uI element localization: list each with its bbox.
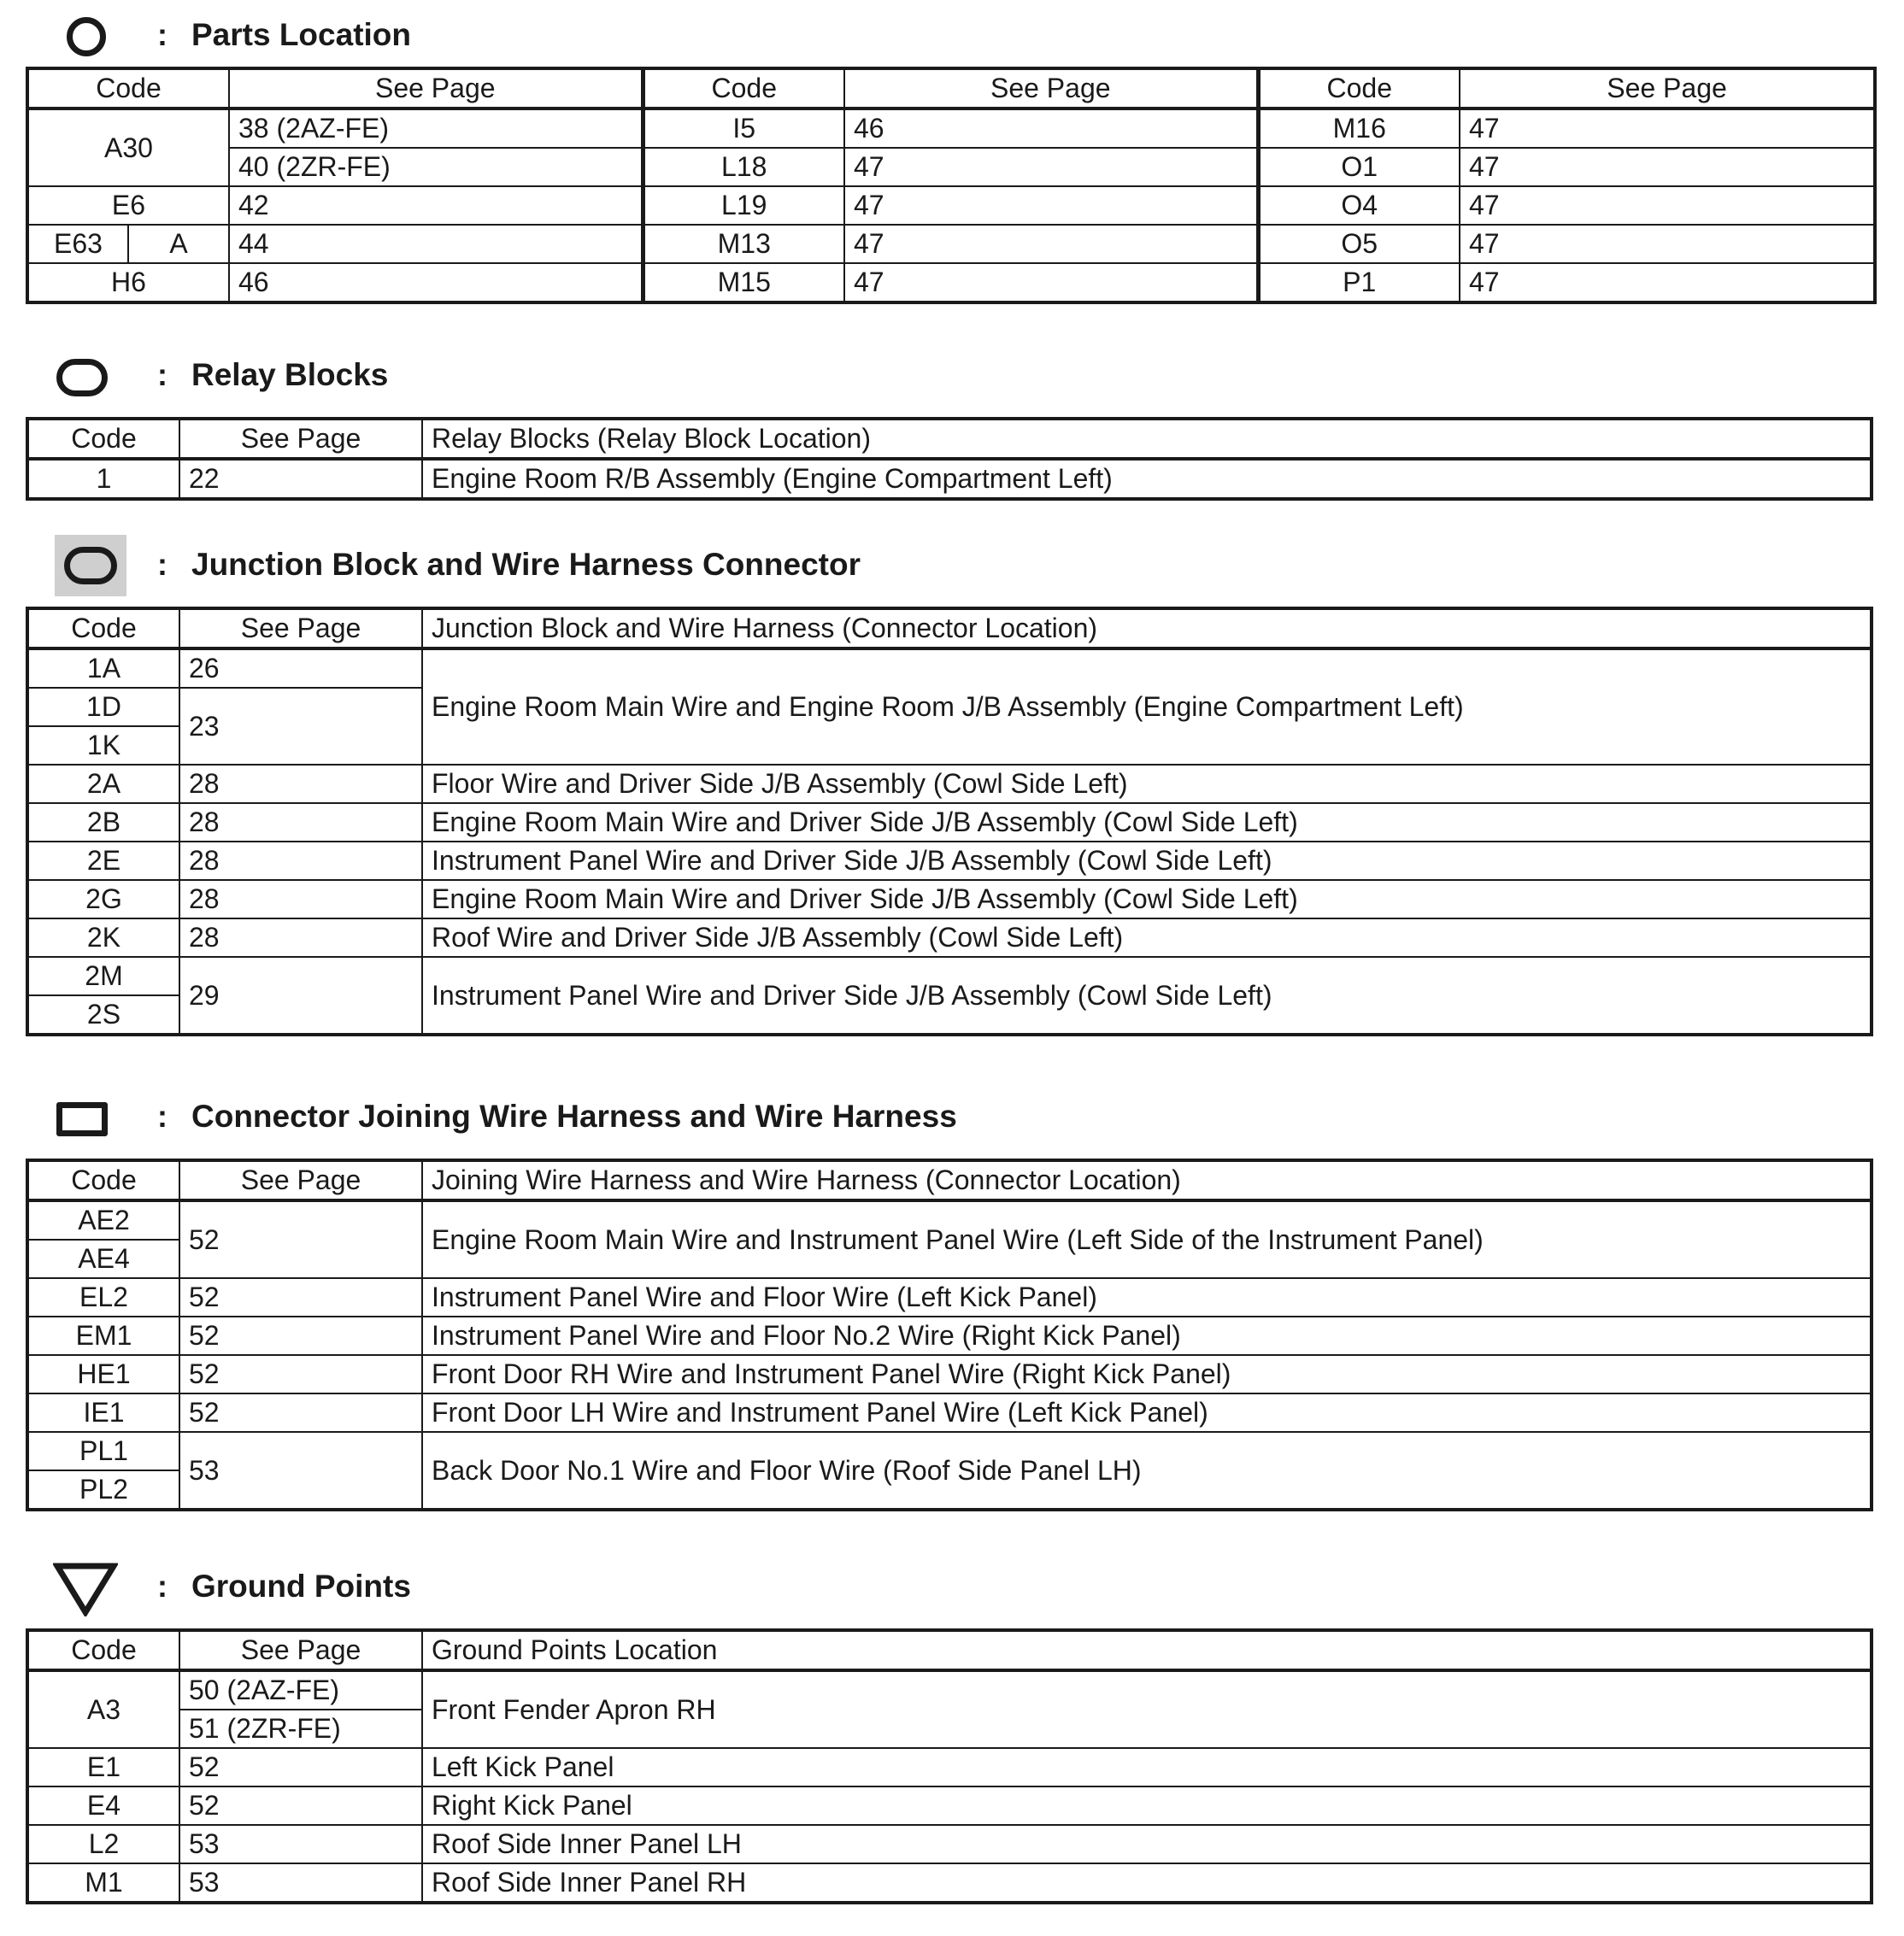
location-cell: Instrument Panel Wire and Driver Side J/B Assembly (Cowl Side Left) bbox=[422, 842, 1872, 880]
location-cell: Left Kick Panel bbox=[422, 1748, 1872, 1786]
page-cell: 52 bbox=[179, 1748, 422, 1786]
table-row bbox=[27, 842, 1872, 880]
code-cell: E63 bbox=[27, 225, 128, 263]
page-cell: 52 bbox=[179, 1278, 422, 1317]
page-cell: 47 bbox=[1460, 109, 1875, 148]
table-row bbox=[27, 765, 1872, 803]
table-row bbox=[27, 263, 1875, 302]
heading-colon: : bbox=[157, 17, 167, 52]
page-cell: 47 bbox=[1460, 263, 1875, 302]
location-cell: Instrument Panel Wire and Driver Side J/B Assembly (Cowl Side Left) bbox=[422, 957, 1872, 1035]
table-row bbox=[27, 918, 1872, 957]
code-cell: 2B bbox=[27, 803, 179, 842]
table-row bbox=[27, 1825, 1872, 1863]
connector-joining-table bbox=[26, 1159, 1873, 1511]
code-cell: PL1 bbox=[27, 1432, 179, 1470]
page-cell: 38 (2AZ-FE) bbox=[229, 109, 643, 148]
ground-points-table bbox=[26, 1628, 1873, 1904]
table-header-row bbox=[27, 68, 1875, 109]
header-code: Code bbox=[27, 419, 179, 459]
code-cell: 2E bbox=[27, 842, 179, 880]
page-cell: 52 bbox=[179, 1355, 422, 1393]
table-row bbox=[27, 1393, 1872, 1432]
relay-blocks-table bbox=[26, 417, 1873, 501]
code-cell: O5 bbox=[1258, 225, 1460, 263]
location-cell: Engine Room Main Wire and Instrument Panel Wire (Left Side of the Instrument Panel) bbox=[422, 1200, 1872, 1278]
page-cell: 52 bbox=[179, 1200, 422, 1278]
location-cell: Front Fender Apron RH bbox=[422, 1670, 1872, 1748]
table-header-row bbox=[27, 608, 1872, 648]
location-cell: Engine Room R/B Assembly (Engine Compartment Left) bbox=[422, 459, 1872, 499]
table-row bbox=[27, 1317, 1872, 1355]
page-cell: 52 bbox=[179, 1393, 422, 1432]
code-cell: 1K bbox=[27, 726, 179, 765]
page-cell: 26 bbox=[179, 648, 422, 688]
page-cell: 42 bbox=[229, 186, 643, 225]
location-cell: Engine Room Main Wire and Engine Room J/B Assembly (Engine Compartment Left) bbox=[422, 648, 1872, 765]
ground-points-heading bbox=[0, 1553, 1904, 1622]
location-cell: Floor Wire and Driver Side J/B Assembly (Cowl Side Left) bbox=[422, 765, 1872, 803]
page-cell: 47 bbox=[844, 263, 1258, 302]
location-cell: Roof Side Inner Panel LH bbox=[422, 1825, 1872, 1863]
page-cell: 47 bbox=[844, 186, 1258, 225]
table-header-row bbox=[27, 1160, 1872, 1200]
code-cell: IE1 bbox=[27, 1393, 179, 1432]
junction-block-heading bbox=[0, 531, 1904, 600]
code-cell: 2S bbox=[27, 995, 179, 1035]
page-cell: 28 bbox=[179, 803, 422, 842]
table-row bbox=[27, 225, 1875, 263]
code-cell: AE2 bbox=[27, 1200, 179, 1240]
sub-code-cell: A bbox=[128, 225, 229, 263]
code-cell: AE4 bbox=[27, 1240, 179, 1278]
code-cell: E1 bbox=[27, 1748, 179, 1786]
section-title: Junction Block and Wire Harness Connector bbox=[191, 547, 861, 582]
table-row bbox=[27, 186, 1875, 225]
page-cell: 47 bbox=[844, 148, 1258, 186]
table-header-row bbox=[27, 419, 1872, 459]
location-cell: Front Door LH Wire and Instrument Panel Wire (Left Kick Panel) bbox=[422, 1393, 1872, 1432]
header-see-page: See Page bbox=[229, 68, 643, 109]
code-cell: A30 bbox=[27, 109, 229, 186]
header-location: Junction Block and Wire Harness (Connector Location) bbox=[422, 608, 1872, 648]
header-code: Code bbox=[27, 68, 229, 109]
code-cell: L18 bbox=[643, 148, 844, 186]
table-row bbox=[27, 1748, 1872, 1786]
page-cell: 47 bbox=[1460, 225, 1875, 263]
page-cell: 44 bbox=[229, 225, 643, 263]
heading-colon: : bbox=[157, 547, 167, 582]
table-row bbox=[27, 1355, 1872, 1393]
location-cell: Engine Room Main Wire and Driver Side J/B Assembly (Cowl Side Left) bbox=[422, 803, 1872, 842]
code-cell: P1 bbox=[1258, 263, 1460, 302]
table-row bbox=[27, 109, 1875, 148]
table-row bbox=[27, 1786, 1872, 1825]
header-code: Code bbox=[27, 608, 179, 648]
code-cell: HE1 bbox=[27, 1355, 179, 1393]
table-row bbox=[27, 1278, 1872, 1317]
section-title: Connector Joining Wire Harness and Wire Harness bbox=[191, 1099, 957, 1134]
code-cell: I5 bbox=[643, 109, 844, 148]
code-cell: 2A bbox=[27, 765, 179, 803]
page-cell: 28 bbox=[179, 765, 422, 803]
table-row bbox=[27, 957, 1872, 995]
code-cell: PL2 bbox=[27, 1470, 179, 1510]
code-cell: EM1 bbox=[27, 1317, 179, 1355]
table-row bbox=[27, 459, 1872, 499]
rounded-rect-icon bbox=[56, 359, 108, 396]
header-see-page: See Page bbox=[1460, 68, 1875, 109]
header-see-page: See Page bbox=[179, 608, 422, 648]
code-cell: 2K bbox=[27, 918, 179, 957]
header-code: Code bbox=[1258, 68, 1460, 109]
page-cell: 23 bbox=[179, 688, 422, 765]
parts-location-table bbox=[26, 67, 1877, 304]
code-cell: M15 bbox=[643, 263, 844, 302]
header-code: Code bbox=[643, 68, 844, 109]
code-cell: M16 bbox=[1258, 109, 1460, 148]
page-cell: 50 (2AZ-FE) bbox=[179, 1670, 422, 1710]
code-cell: 1 bbox=[27, 459, 179, 499]
code-cell: E6 bbox=[27, 186, 229, 225]
page-cell: 53 bbox=[179, 1863, 422, 1903]
parts-location-heading bbox=[0, 2, 1904, 70]
connector-joining-heading bbox=[0, 1083, 1904, 1152]
code-cell: E4 bbox=[27, 1786, 179, 1825]
table-row bbox=[27, 803, 1872, 842]
page-cell: 40 (2ZR-FE) bbox=[229, 148, 643, 186]
header-see-page: See Page bbox=[179, 419, 422, 459]
page-cell: 22 bbox=[179, 459, 422, 499]
header-location: Ground Points Location bbox=[422, 1630, 1872, 1670]
code-cell: 2G bbox=[27, 880, 179, 918]
rounded-rect-icon bbox=[64, 547, 117, 584]
location-cell: Roof Wire and Driver Side J/B Assembly (Cowl Side Left) bbox=[422, 918, 1872, 957]
code-cell: 1A bbox=[27, 648, 179, 688]
page-cell: 47 bbox=[1460, 148, 1875, 186]
table-row bbox=[27, 148, 1875, 186]
code-cell: L2 bbox=[27, 1825, 179, 1863]
rectangle-icon bbox=[56, 1102, 108, 1136]
page-cell: 46 bbox=[229, 263, 643, 302]
page-cell: 28 bbox=[179, 918, 422, 957]
heading-colon: : bbox=[157, 357, 167, 392]
page-cell: 52 bbox=[179, 1786, 422, 1825]
code-cell: M13 bbox=[643, 225, 844, 263]
table-row bbox=[27, 1670, 1872, 1710]
location-cell: Front Door RH Wire and Instrument Panel Wire (Right Kick Panel) bbox=[422, 1355, 1872, 1393]
code-cell: M1 bbox=[27, 1863, 179, 1903]
page-cell: 29 bbox=[179, 957, 422, 1035]
location-cell: Engine Room Main Wire and Driver Side J/B Assembly (Cowl Side Left) bbox=[422, 880, 1872, 918]
header-location: Relay Blocks (Relay Block Location) bbox=[422, 419, 1872, 459]
code-cell: A3 bbox=[27, 1670, 179, 1748]
page-cell: 28 bbox=[179, 842, 422, 880]
heading-colon: : bbox=[157, 1099, 167, 1134]
location-cell: Right Kick Panel bbox=[422, 1786, 1872, 1825]
table-header-row bbox=[27, 1630, 1872, 1670]
heading-colon: : bbox=[157, 1569, 167, 1604]
table-row bbox=[27, 1432, 1872, 1470]
page-cell: 47 bbox=[844, 225, 1258, 263]
location-cell: Back Door No.1 Wire and Floor Wire (Roof Side Panel LH) bbox=[422, 1432, 1872, 1510]
relay-blocks-heading bbox=[0, 342, 1904, 410]
code-cell: EL2 bbox=[27, 1278, 179, 1317]
table-row bbox=[27, 1200, 1872, 1240]
table-row bbox=[27, 1863, 1872, 1903]
code-cell: H6 bbox=[27, 263, 229, 302]
code-cell: 2M bbox=[27, 957, 179, 995]
code-cell: O1 bbox=[1258, 148, 1460, 186]
location-cell: Roof Side Inner Panel RH bbox=[422, 1863, 1872, 1903]
page-cell: 53 bbox=[179, 1432, 422, 1510]
header-see-page: See Page bbox=[179, 1630, 422, 1670]
section-title: Relay Blocks bbox=[191, 357, 389, 392]
code-cell: L19 bbox=[643, 186, 844, 225]
header-location: Joining Wire Harness and Wire Harness (Connector Location) bbox=[422, 1160, 1872, 1200]
header-see-page: See Page bbox=[844, 68, 1258, 109]
section-title: Parts Location bbox=[191, 17, 411, 52]
table-row bbox=[27, 648, 1872, 688]
header-code: Code bbox=[27, 1160, 179, 1200]
page-cell: 46 bbox=[844, 109, 1258, 148]
page-cell: 53 bbox=[179, 1825, 422, 1863]
location-cell: Instrument Panel Wire and Floor Wire (Left Kick Panel) bbox=[422, 1278, 1872, 1317]
header-see-page: See Page bbox=[179, 1160, 422, 1200]
code-cell: O4 bbox=[1258, 186, 1460, 225]
triangle-down-icon bbox=[53, 1562, 118, 1616]
table-row bbox=[27, 880, 1872, 918]
page-cell: 51 (2ZR-FE) bbox=[179, 1710, 422, 1748]
page-cell: 52 bbox=[179, 1317, 422, 1355]
header-code: Code bbox=[27, 1630, 179, 1670]
section-title: Ground Points bbox=[191, 1569, 411, 1604]
location-cell: Instrument Panel Wire and Floor No.2 Wire (Right Kick Panel) bbox=[422, 1317, 1872, 1355]
page-cell: 28 bbox=[179, 880, 422, 918]
page-cell: 47 bbox=[1460, 186, 1875, 225]
junction-block-table bbox=[26, 607, 1873, 1036]
circle-icon bbox=[67, 17, 106, 56]
code-cell: 1D bbox=[27, 688, 179, 726]
